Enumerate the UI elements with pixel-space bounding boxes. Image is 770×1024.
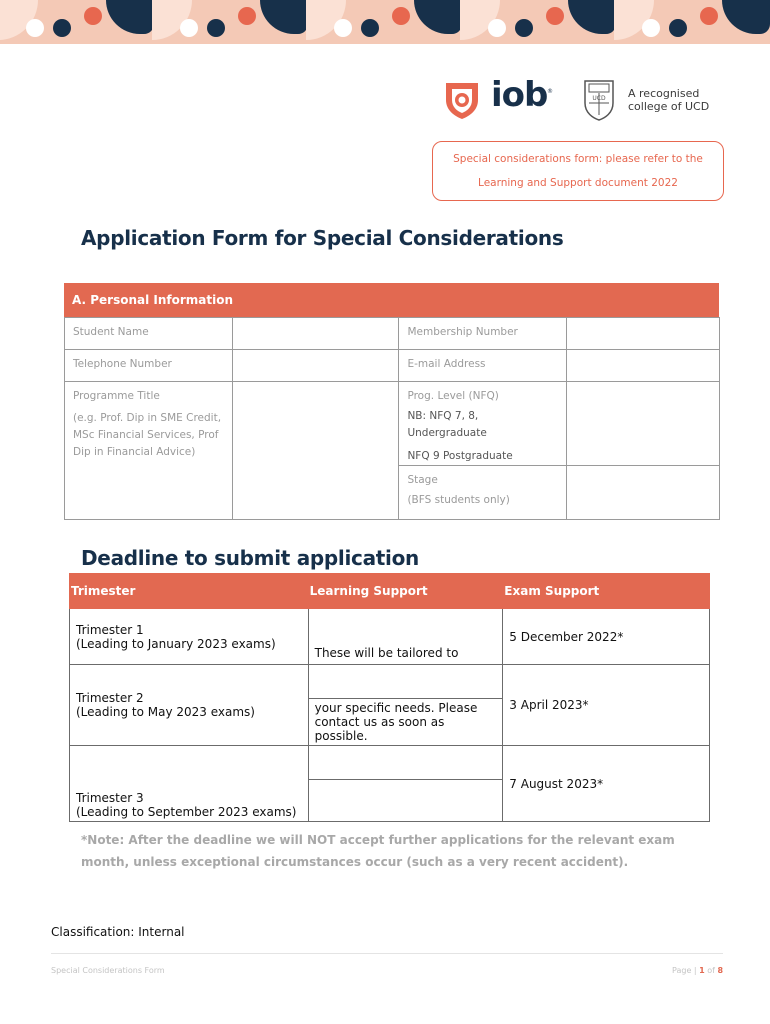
banner-pattern-tile [616,0,770,44]
header-trimester: Trimester [70,574,309,609]
table-row-trimester-1: Trimester 1 (Leading to January 2023 exams) [70,609,309,665]
email-address-field[interactable] [567,350,720,382]
banner-pattern-tile [462,0,616,44]
decorative-banner [0,0,770,44]
callout-line-2: Learning and Support document 2022 [478,177,678,189]
personal-info-header: A. Personal Information [64,283,719,317]
membership-number-label: Membership Number [399,318,567,350]
table-row-trimester-3: Trimester 3 (Leading to September 2023 exams) [70,746,309,822]
student-name-label: Student Name [65,318,233,350]
header-learning-support: Learning Support [308,574,503,609]
classification-label: Classification: Internal [51,925,185,939]
table-row-trimester-2: Trimester 2 (Leading to May 2023 exams) [70,665,309,746]
exam-support-date-3: 7 August 2023* [503,746,710,822]
stage-field[interactable] [567,466,720,520]
nfq-note-2: NFQ 9 Postgraduate [407,450,513,462]
banner-pattern-tile [154,0,308,44]
personal-info-table [64,317,720,520]
header-exam-support: Exam Support [503,574,710,609]
student-name-field[interactable] [232,318,399,350]
email-address-label: E-mail Address [399,350,567,382]
telephone-number-field[interactable] [232,350,399,382]
programme-title-label: Programme Title (e.g. Prof. Dip in SME Credit, MSc Financial Services, Prof Dip in Financial Advice) [65,382,233,520]
nfq-note-1: NB: NFQ 7, 8, Undergraduate [407,410,487,439]
deadline-note: *Note: After the deadline we will NOT accept further applications for the relevant exam month, unless exceptional circumstances occur (such as a very recent accident). [81,833,675,869]
learning-support-text-2: your specific needs. Please contact us as soon as possible. [308,699,503,746]
partner-line-2: college of UCD [628,100,710,113]
header-logos [442,75,742,123]
programme-example: (e.g. Prof. Dip in SME Credit, MSc Financial Services, Prof Dip in Financial Advice) [73,412,222,458]
banner-pattern-tile [0,0,154,44]
iob-shield-icon [442,80,482,120]
learning-support-empty-cell [308,665,503,699]
prog-level-field[interactable] [567,382,720,466]
callout-line-1: Special considerations form: please refer to the [453,153,703,165]
special-considerations-callout [432,141,724,201]
partner-text [628,87,738,113]
prog-level-label: Prog. Level (NFQ) NB: NFQ 7, 8, Undergraduate NFQ 9 Postgraduate [399,382,567,466]
deadline-title: Deadline to submit application [81,546,419,570]
registered-mark: ® [547,88,553,95]
programme-title-field[interactable] [232,382,399,520]
banner-pattern-tile [308,0,462,44]
footer-page-number: Page | 1 of 8 [672,966,724,975]
stage-note: (BFS students only) [407,494,510,506]
partner-line-1: A recognised [628,87,700,100]
learning-support-text-1: These will be tailored to [308,609,503,665]
footer-form-name: Special Considerations Form [51,966,165,975]
iob-logo-text: iob [491,75,548,115]
ucd-crest-icon [583,79,615,121]
ucd-crest-text: UCD [592,95,606,102]
exam-support-date-2: 3 April 2023* [503,665,710,746]
telephone-number-label: Telephone Number [65,350,233,382]
deadline-table [69,573,710,822]
page-title: Application Form for Special Considerations [81,226,564,250]
membership-number-field[interactable] [567,318,720,350]
exam-support-date-1: 5 December 2022* [503,609,710,665]
learning-support-empty-cell [308,746,503,780]
footer-divider [51,953,723,954]
learning-support-empty-cell [308,780,503,822]
stage-label: Stage (BFS students only) [399,466,567,520]
